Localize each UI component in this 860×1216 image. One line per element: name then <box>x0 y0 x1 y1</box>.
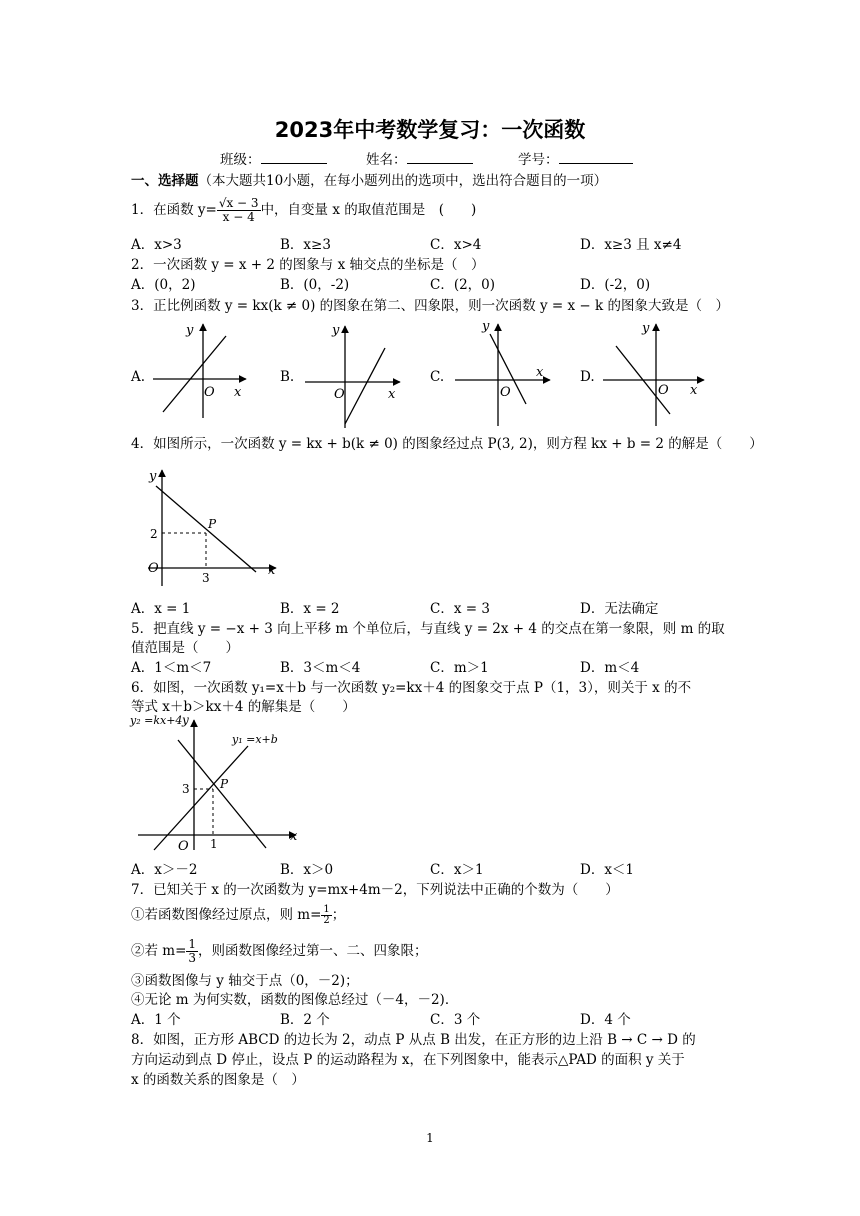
q8-stem-line3: x 的函数关系的图象是（ ） <box>131 1072 305 1088</box>
q3-option-d[interactable]: D. <box>580 369 595 385</box>
q5-stem-line1: 5．把直线 y = −x + 3 向上平移 m 个单位后，与直线 y = 2x + 4 的交点在第一象限，则 m 的取 <box>131 621 725 637</box>
q3d-origin: O <box>658 383 669 398</box>
q4-point-label: P <box>208 517 217 531</box>
q5-stem-line2: 值范围是（ ） <box>131 640 239 656</box>
q7-option-b[interactable]: B．2 个 <box>280 1012 330 1028</box>
q4-stem: 4．如图所示，一次函数 y = kx + b(k ≠ 0) 的图象经过点 P(3, 2)，则方程 kx + b = 2 的解是（ ） <box>131 436 763 452</box>
q6-tick-y: 3 <box>182 782 190 796</box>
class-blank <box>261 151 327 164</box>
q1-stem <box>131 197 476 224</box>
q4-option-c[interactable]: C．x = 3 <box>430 601 490 617</box>
q5-option-c[interactable]: C．m＞1 <box>430 660 489 676</box>
q4-tick-x: 3 <box>202 571 210 585</box>
q7-option-c[interactable]: C．3 个 <box>430 1012 481 1028</box>
q6-origin: O <box>178 839 189 854</box>
q3b-origin: O <box>334 387 345 402</box>
q3c-y-label: y <box>482 319 490 334</box>
q2-option-d[interactable]: D．(-2，0) <box>580 277 651 293</box>
q7-s2-prefix: ②若 m= <box>131 943 187 959</box>
q7-option-a[interactable]: A．1 个 <box>131 1012 181 1028</box>
class-label: 班级： <box>220 152 261 168</box>
q2-option-b[interactable]: B．(0，-2) <box>280 277 350 293</box>
q2-option-c[interactable]: C．(2，0) <box>430 277 496 293</box>
q3-graph-d <box>598 318 718 428</box>
q7-statement-3: ③函数图像与 y 轴交于点（0，－2)； <box>131 973 359 989</box>
q1-fraction <box>217 197 261 224</box>
q1-option-b[interactable]: B．x≥3 <box>280 237 331 253</box>
class-field <box>220 151 327 169</box>
q7-s1-num: 1 <box>323 904 330 915</box>
q7-s1-prefix: ①若函数图像经过原点，则 m= <box>131 907 322 923</box>
q6-option-b[interactable]: B．x＞0 <box>280 862 334 878</box>
q7-s2-den: 3 <box>188 951 197 965</box>
q3d-y-label: y <box>642 321 650 336</box>
q1-option-d[interactable]: D．x≥3 且 x≠4 <box>580 237 682 253</box>
q3-graph-c <box>450 318 570 428</box>
section-title: 一、选择题 <box>131 173 199 189</box>
q6-y-label: y <box>182 713 189 727</box>
q5-option-d[interactable]: D．m＜4 <box>580 660 640 676</box>
q1-option-a[interactable]: A．x>3 <box>131 237 182 253</box>
q4-option-b[interactable]: B．x = 2 <box>280 601 340 617</box>
q6-stem-line1: 6．如图，一次函数 y₁=x＋b 与一次函数 y₂=kx＋4 的图象交于点 P（1，3），则关于 x 的不 <box>131 680 692 696</box>
q8-stem-line2: 方向运动到点 D 停止，设点 P 的运动路程为 x，在下列图象中，能表示△PAD 的面积 y 关于 <box>131 1052 685 1068</box>
q3-graph-a <box>148 320 268 420</box>
q3c-x-label: x <box>536 365 544 380</box>
q6-tick-x: 1 <box>210 837 218 851</box>
q1-num: √x − 3 <box>218 196 259 210</box>
q7-s2-num: 1 <box>188 937 197 951</box>
q4-option-a[interactable]: A．x = 1 <box>131 601 191 617</box>
q6-y1-label: y₁ =x+b <box>232 733 278 746</box>
q6-x-label: x <box>290 829 298 844</box>
q3a-line <box>163 336 226 412</box>
q6-point-label: P <box>220 777 229 791</box>
page-title: 2023年中考数学复习：一次函数 <box>274 118 586 142</box>
q3b-line <box>345 348 385 424</box>
q7-s1-suffix: ； <box>331 907 346 923</box>
q3a-origin: O <box>204 385 215 400</box>
q3c-origin: O <box>500 385 511 400</box>
q6-graph <box>130 712 310 852</box>
section-note: （本大题共10小题，在每小题列出的选项中，选出符合题目的一项） <box>198 173 608 189</box>
q3b-y-label: y <box>332 323 340 338</box>
q3d-x-label: x <box>690 383 698 398</box>
q1-den: x − 4 <box>222 210 255 224</box>
q5-option-b[interactable]: B．3＜m＜4 <box>280 660 361 676</box>
q7-statement-4: ④无论 m 为何实数，函数的图像总经过（－4，－2)． <box>131 992 459 1008</box>
q6-option-a[interactable]: A．x＞－2 <box>131 862 198 878</box>
q7-stem: 7．已知关于 x 的一次函数为 y=mx+4m－2，下列说法中正确的个数为（ ） <box>131 882 619 898</box>
name-label: 姓名： <box>366 152 407 168</box>
q1-prefix: 1．在函数 y= <box>131 202 217 218</box>
q3-option-b[interactable]: B. <box>280 369 295 385</box>
q4-option-d[interactable]: D．无法确定 <box>580 601 659 617</box>
id-blank <box>559 151 633 164</box>
q3a-y-label: y <box>186 323 194 338</box>
q7-statement-1 <box>131 905 345 926</box>
q6-stem-line2: 等式 x＋b＞kx＋4 的解集是（ ） <box>131 699 356 715</box>
q7-s1-fraction <box>321 905 331 926</box>
q7-s1-den: 2 <box>323 915 330 926</box>
q4-x-label: x <box>268 563 276 578</box>
q6-option-c[interactable]: C．x＞1 <box>430 862 484 878</box>
q7-s2-fraction <box>186 938 198 965</box>
q7-option-d[interactable]: D．4 个 <box>580 1012 631 1028</box>
q3-stem: 3．正比例函数 y = kx(k ≠ 0) 的图象在第二、四象限，则一次函数 y = x − k 的图象大致是（ ） <box>131 298 729 314</box>
q5-option-a[interactable]: A．1＜m＜7 <box>131 660 212 676</box>
q7-statement-2 <box>131 938 428 965</box>
page-number: 1 <box>426 1131 434 1145</box>
section-heading <box>131 172 607 190</box>
q7-s2-suffix: ，则函数图像经过第一、二、四象限； <box>198 943 428 959</box>
q4-graph <box>138 466 288 591</box>
q3-graph-b <box>300 320 420 430</box>
q1-suffix: 中，自变量 x 的取值范围是 ( ) <box>260 202 477 218</box>
q4-y-label: y <box>149 469 157 484</box>
q1-option-c[interactable]: C．x>4 <box>430 237 482 253</box>
q3-option-c[interactable]: C. <box>430 369 445 385</box>
id-field <box>518 151 633 169</box>
q2-option-a[interactable]: A．(0，2) <box>131 277 196 293</box>
q3a-x-label: x <box>234 385 242 400</box>
id-label: 学号： <box>518 152 559 168</box>
q3-option-a[interactable]: A. <box>131 369 146 385</box>
q2-stem: 2．一次函数 y = x + 2 的图象与 x 轴交点的坐标是（ ） <box>131 257 485 273</box>
q4-origin: O <box>148 561 159 576</box>
q8-stem-line1: 8．如图，正方形 ABCD 的边长为 2，动点 P 从点 B 出发，在正方形的边上沿 B → C → D 的 <box>131 1032 696 1048</box>
q4-tick-y: 2 <box>150 527 158 541</box>
q3b-x-label: x <box>388 387 396 402</box>
name-field <box>366 151 473 169</box>
q6-y2-label: y₂ =kx+4 <box>130 714 183 727</box>
q6-line-y2 <box>178 740 266 848</box>
name-blank <box>407 151 473 164</box>
q6-option-d[interactable]: D．x＜1 <box>580 862 635 878</box>
